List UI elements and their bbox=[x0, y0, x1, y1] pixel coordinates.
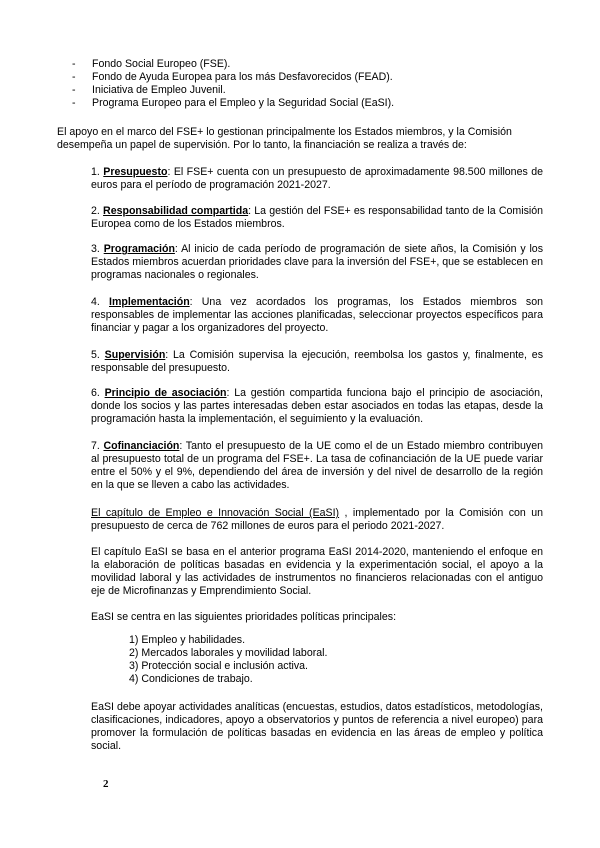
numbered-item: 2. Responsabilidad compartida: La gestión del FSE+ es responsabilidad tanto de la Comisión Europea como de los Estados miembros. bbox=[91, 205, 543, 230]
priorities-list bbox=[129, 634, 327, 686]
list-item: 2) Mercados laborales y movilidad laboral. bbox=[129, 647, 328, 659]
item-label: Implementación bbox=[109, 296, 190, 308]
list-item: 3) Protección social e inclusión activa. bbox=[129, 660, 309, 672]
list-item: - Fondo Social Europeo (FSE). bbox=[72, 58, 231, 70]
numbered-item: 3. Programación: Al inicio de cada período de programación de siete años, la Comisión y los Estados miembros acuerdan prioridades clave para la inversión del FSE+, que se establecen en programas nacionales o regionales. bbox=[91, 243, 543, 281]
easi-paragraph: El capítulo de Empleo e Innovación Social (EaSI) , implementado por la Comisión con un presupuesto de cerca de 762 millones de euros para el periodo 2021-2027. bbox=[91, 507, 543, 532]
easi-link[interactable]: El capítulo de Empleo e Innovación Social (EaSI) bbox=[91, 507, 340, 519]
numbered-item: 1. Presupuesto: El FSE+ cuenta con un presupuesto de aproximadamente 98.500 millones de euros para el período de programación 2021-2027. bbox=[91, 166, 543, 191]
closing-paragraph: EaSI debe apoyar actividades analíticas (encuestas, estudios, datos estadísticos, metodologías, clasificaciones, indicadores, apoyo a observatorios y puntos de referencia a nivel europeo) para promover la formulación de políticas basadas en evidencia en las áreas de empleo y política social. bbox=[91, 701, 543, 752]
numbered-item: 4. Implementación: Una vez acordados los programas, los Estados miembros son responsables de implementar las acciones planificadas, seleccionar proyectos específicos para financiar y pagar a los organizadores del proyecto. bbox=[91, 296, 543, 334]
item-label: Cofinanciación bbox=[103, 440, 180, 452]
priorities-intro: EaSI se centra en las siguientes prioridades políticas principales: bbox=[91, 611, 397, 623]
numbered-item: 7. Cofinanciación: Tanto el presupuesto de la UE como el de un Estado miembro contribuyen al presupuesto total de un programa del FSE+. La tasa de cofinanciación de la UE puede variar entre el 50% y el 9%, dependiendo del área de inversión y del nivel de desarrollo de la región en la que se lleven a cabo las actividades. bbox=[91, 440, 543, 491]
item-label: Programación bbox=[103, 243, 175, 255]
item-label: Supervisión bbox=[104, 349, 166, 361]
list-item: - Fondo de Ayuda Europea para los más Desfavorecidos (FEAD). bbox=[72, 71, 393, 83]
dash-bullet: - bbox=[72, 58, 76, 70]
easi-basis-paragraph: El capítulo EaSI se basa en el anterior programa EaSI 2014-2020, manteniendo el enfoque en la elaboración de políticas basadas en evidencia y la experimentación social, el apoyo a la movilidad laboral y las actividades de instrumentos no financieros relacionadas con el antiguo eje de Microfinanzas y Emprendimiento Social. bbox=[91, 546, 543, 597]
list-item: 4) Condiciones de trabajo. bbox=[129, 673, 253, 685]
item-label: Responsabilidad compartida bbox=[103, 205, 249, 217]
page-number: 2 bbox=[103, 778, 109, 790]
item-label: Presupuesto bbox=[103, 166, 168, 178]
list-item: - Programa Europeo para el Empleo y la Seguridad Social (EaSI). bbox=[72, 97, 395, 109]
list-item: - Iniciativa de Empleo Juvenil. bbox=[72, 84, 226, 96]
numbered-item: 6. Principio de asociación: La gestión compartida funciona bajo el principio de asociación, donde los socios y las partes interesadas deben estar asociados en todas las etapas, desde la programación hasta la implementación, el seguimiento y la evaluación. bbox=[91, 387, 543, 425]
fund-list bbox=[72, 58, 532, 110]
intro-paragraph: El apoyo en el marco del FSE+ lo gestionan principalmente los Estados miembros, y la Comisión desempeña un papel de supervisión. Por lo tanto, la financiación se realiza a través de: bbox=[57, 126, 512, 151]
dash-bullet: - bbox=[72, 84, 76, 96]
list-item: 1) Empleo y habilidades. bbox=[129, 634, 246, 646]
dash-bullet: - bbox=[72, 71, 76, 83]
dash-bullet: - bbox=[72, 97, 76, 109]
numbered-item: 5. Supervisión: La Comisión supervisa la ejecución, reembolsa los gastos y, finalmente, es responsable del presupuesto. bbox=[91, 349, 543, 374]
item-label: Principio de asociación bbox=[104, 387, 227, 399]
